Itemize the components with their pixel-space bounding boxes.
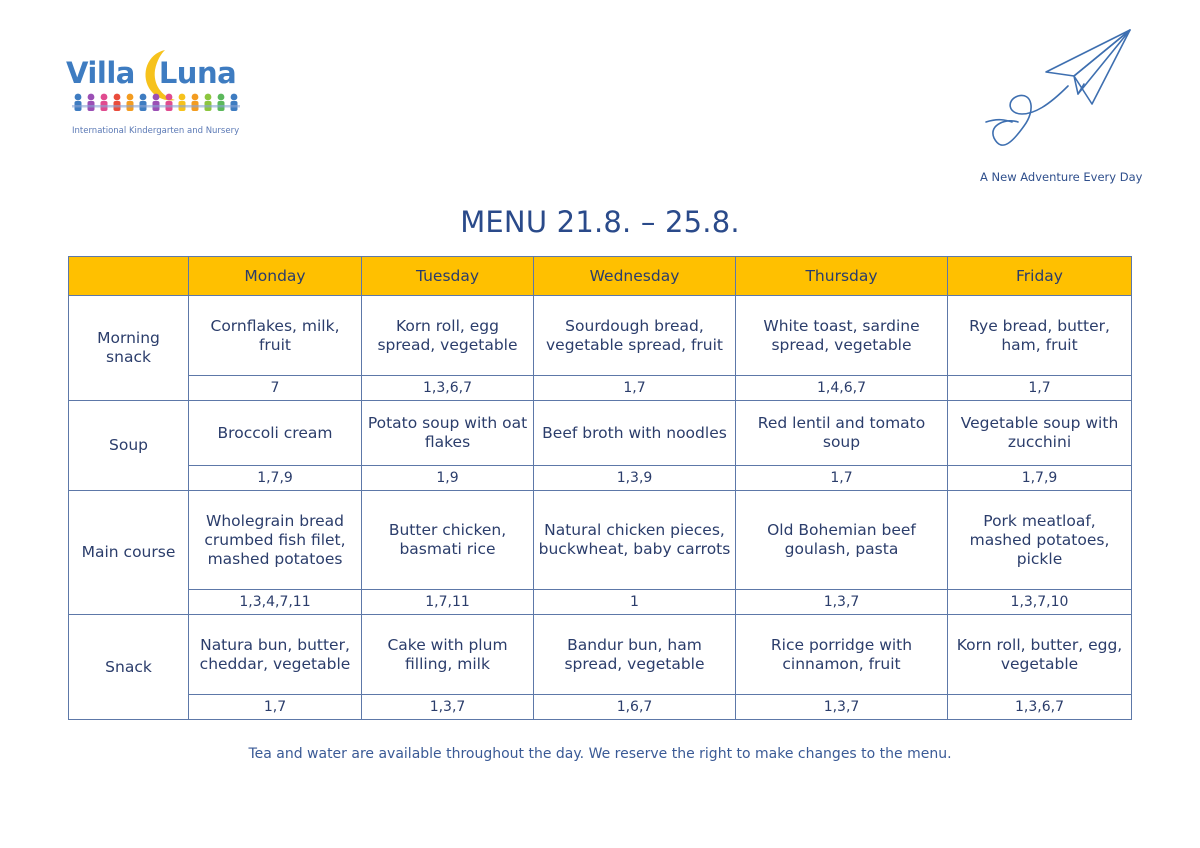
page-title: MENU 21.8. – 25.8. [460,205,740,239]
allergen-cell: 1,3,7 [736,695,948,720]
row-label-main-course: Main course [69,491,189,615]
dish-cell: Old Bohemian beef goulash, pasta [736,491,948,590]
footer-note: Tea and water are available throughout the day. We reserve the right to make changes to the menu. [248,746,952,762]
allergen-cell: 1,7,11 [362,590,534,615]
dish-cell: Red lentil and tomato soup [736,401,948,466]
header-row [69,257,1132,296]
row-label-morning-snack: Morning snack [69,296,189,401]
children-row-icon [72,92,240,118]
allergen-cell: 1,6,7 [534,695,736,720]
allergen-cell: 1,7 [534,376,736,401]
row-label-soup: Soup [69,401,189,491]
dish-row-soup [69,401,1132,466]
dish-row-snack [69,615,1132,695]
dish-cell: Cornflakes, milk, fruit [189,296,362,376]
logo-word-luna: Luna [158,56,237,90]
dish-cell: Natura bun, butter, cheddar, vegetable [189,615,362,695]
dish-cell: Wholegrain bread crumbed fish filet, mashed potatoes [189,491,362,590]
allergen-cell: 1,7 [736,466,948,491]
allergen-cell: 1,7 [189,695,362,720]
allergen-cell: 1,3,7,10 [948,590,1132,615]
allergen-cell: 1,3,6,7 [362,376,534,401]
dish-cell: Sourdough bread, vegetable spread, fruit [534,296,736,376]
allergen-cell: 1,3,7 [736,590,948,615]
allergen-cell: 7 [189,376,362,401]
logo [66,44,246,140]
dish-cell: White toast, sardine spread, vegetable [736,296,948,376]
allergen-cell: 1,3,6,7 [948,695,1132,720]
allergen-row-soup [69,466,1132,491]
dish-cell: Korn roll, butter, egg, vegetable [948,615,1132,695]
dish-cell: Rye bread, butter, ham, fruit [948,296,1132,376]
paper-plane-icon [978,26,1138,161]
header-day-thursday: Thursday [736,257,948,296]
row-label-snack: Snack [69,615,189,720]
dish-cell: Cake with plum filling, milk [362,615,534,695]
allergen-cell: 1,4,6,7 [736,376,948,401]
dish-cell: Bandur bun, ham spread, vegetable [534,615,736,695]
dish-cell: Pork meatloaf, mashed potatoes, pickle [948,491,1132,590]
dish-cell: Korn roll, egg spread, vegetable [362,296,534,376]
dish-cell: Butter chicken, basmati rice [362,491,534,590]
allergen-cell: 1,7 [948,376,1132,401]
dish-cell: Natural chicken pieces, buckwheat, baby carrots [534,491,736,590]
allergen-cell: 1,3,4,7,11 [189,590,362,615]
dish-cell: Broccoli cream [189,401,362,466]
header-corner [69,257,189,296]
menu-table [68,256,1132,720]
allergen-row-snack [69,695,1132,720]
dish-cell: Beef broth with noodles [534,401,736,466]
dish-cell: Vegetable soup with zucchini [948,401,1132,466]
header-day-friday: Friday [948,257,1132,296]
dish-row-morning-snack [69,296,1132,376]
dish-cell: Rice porridge with cinnamon, fruit [736,615,948,695]
allergen-row-main-course [69,590,1132,615]
slogan: A New Adventure Every Day [980,170,1143,184]
allergen-cell: 1,3,9 [534,466,736,491]
dish-row-main-course [69,491,1132,590]
dish-cell: Potato soup with oat flakes [362,401,534,466]
allergen-row-morning-snack [69,376,1132,401]
allergen-cell: 1,9 [362,466,534,491]
header-day-monday: Monday [189,257,362,296]
header-day-wednesday: Wednesday [534,257,736,296]
allergen-cell: 1 [534,590,736,615]
logo-subtitle: International Kindergarten and Nursery [72,126,240,136]
header-day-tuesday: Tuesday [362,257,534,296]
allergen-cell: 1,3,7 [362,695,534,720]
logo-word-villa: Villa [66,56,135,90]
allergen-cell: 1,7,9 [948,466,1132,491]
allergen-cell: 1,7,9 [189,466,362,491]
